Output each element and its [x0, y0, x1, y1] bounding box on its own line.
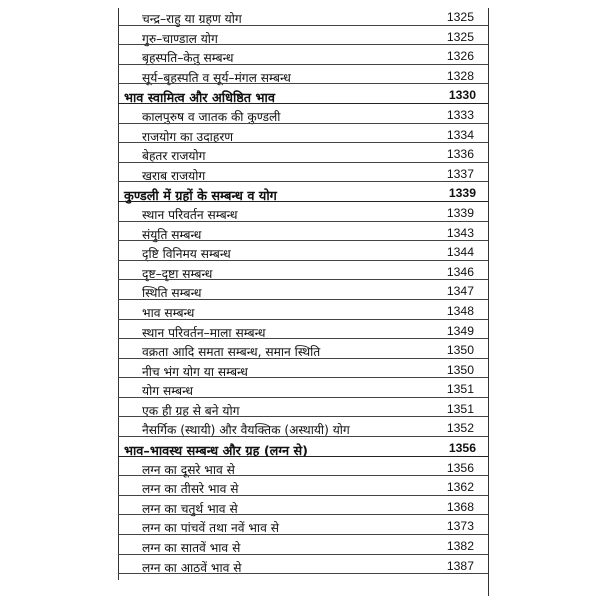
toc-entry-title: कालपुरुष व जातक की कुण्डली: [142, 109, 281, 124]
toc-entry-page: 1362: [446, 480, 474, 495]
toc-entry-title: नैसर्गिक (स्थायी) और वैयक्तिक (अस्थायी) योग: [142, 423, 350, 438]
toc-entry-page: 1349: [446, 323, 474, 338]
toc-entry-page: 1351: [446, 401, 474, 416]
toc-entry-title: स्थिति सम्बन्ध: [142, 286, 202, 301]
toc-entry-title: लग्न का सातवें भाव से: [142, 541, 241, 556]
toc-entry: [118, 555, 488, 575]
toc-entry-title: गुरु–चाण्डाल योग: [142, 31, 218, 46]
toc-entry: [118, 359, 488, 379]
toc-chapter-page: 1330: [448, 88, 476, 103]
toc-entry: [118, 280, 488, 300]
toc-entry-title: लग्न का तीसरे भाव से: [142, 482, 239, 497]
toc-entry-page: 1343: [446, 225, 474, 240]
toc-entry-page: 1325: [446, 29, 474, 44]
toc-chapter: [118, 182, 488, 205]
page-column-divider: [488, 8, 489, 596]
toc-entry: [118, 6, 488, 26]
toc-entry-page: 1356: [446, 460, 474, 475]
toc-entry: [118, 339, 488, 359]
toc-entry: [118, 417, 488, 437]
toc-chapter-page: 1356: [448, 441, 476, 456]
toc-entry: [118, 261, 488, 281]
toc-entry: [118, 457, 488, 477]
toc-entry-page: 1328: [446, 68, 474, 83]
toc-entry: [118, 104, 488, 124]
toc-entry-title: खराब राजयोग: [142, 168, 206, 183]
row-divider: [118, 573, 488, 574]
toc-entry: [118, 45, 488, 65]
toc-entry-title: स्थान परिवर्तन सम्बन्ध: [142, 207, 238, 222]
toc-entry: [118, 65, 488, 85]
toc-entry-page: 1326: [446, 49, 474, 64]
toc-chapter-title: भाव–भावस्थ सम्बन्ध और ग्रह (लग्न से): [124, 444, 309, 460]
toc-entry: [118, 476, 488, 496]
toc-entry: [118, 143, 488, 163]
toc-entry-page: 1333: [446, 107, 474, 122]
toc-chapter-title: भाव स्वामित्व और अधिष्ठित भाव: [124, 91, 275, 107]
toc-entry-page: 1337: [446, 166, 474, 181]
toc-entry-page: 1344: [446, 245, 474, 260]
toc-entry-title: योग सम्बन्ध: [142, 384, 193, 399]
toc-entry-page: 1387: [446, 558, 474, 573]
toc-entry-title: दृष्ट–दृष्टा सम्बन्ध: [142, 266, 213, 281]
toc-entry: [118, 320, 488, 340]
toc-entry-title: बेहतर राजयोग: [142, 149, 206, 164]
toc-entry-page: 1336: [446, 147, 474, 162]
toc-entry: [118, 222, 488, 242]
toc-entry-title: लग्न का दूसरे भाव से: [142, 462, 235, 477]
toc-entry: [118, 398, 488, 418]
toc-entry-page: 1352: [446, 421, 474, 436]
toc-entry: [118, 300, 488, 320]
toc-entry-title: राजयोग का उदाहरण: [142, 129, 234, 144]
toc-entry-title: स्थान परिवर्तन–माला सम्बन्ध: [142, 325, 266, 340]
toc-entry: [118, 26, 488, 46]
toc-entry-page: 1346: [446, 264, 474, 279]
toc-entry: [118, 202, 488, 222]
toc-entry: [118, 496, 488, 516]
toc-entry-page: 1339: [446, 205, 474, 220]
toc-chapter: [118, 437, 488, 460]
toc-entry-page: 1334: [446, 127, 474, 142]
toc-entry-title: वक्रता आदि समता सम्बन्ध, समान स्थिति: [142, 345, 321, 360]
toc-entry-page: 1382: [446, 539, 474, 554]
toc-entry-page: 1373: [446, 519, 474, 534]
toc-entry-title: एक ही ग्रह से बने योग: [142, 403, 240, 418]
toc-entry-title: लग्न का आठवें भाव से: [142, 560, 242, 575]
toc-entry-page: 1347: [446, 284, 474, 299]
toc-chapter: [118, 84, 488, 107]
toc-entry: [118, 241, 488, 261]
toc-chapter-page: 1339: [448, 186, 476, 201]
toc-entry-page: 1348: [446, 303, 474, 318]
toc-entry-title: भाव सम्बन्ध: [142, 305, 195, 320]
toc-entry: [118, 124, 488, 144]
toc-entry-page: 1325: [446, 10, 474, 24]
toc-entry: [118, 515, 488, 535]
toc-entry-title: लग्न का चतुर्थ भाव से: [142, 501, 238, 516]
toc-entry-page: 1350: [446, 362, 474, 377]
toc-entry-title: बृहस्पति–केतु सम्बन्ध: [142, 51, 234, 66]
toc-entry: [118, 163, 488, 183]
toc-entry: [118, 378, 488, 398]
toc-entry-page: 1350: [446, 343, 474, 358]
toc-entry-title: दृष्टि विनिमय सम्बन्ध: [142, 247, 231, 262]
toc-entry: [118, 535, 488, 555]
toc-entry-title: नीच भंग योग या सम्बन्ध: [142, 364, 248, 379]
toc-entry-page: 1351: [446, 382, 474, 397]
toc-entry-title: लग्न का पांचवें तथा नवें भाव से: [142, 521, 279, 536]
toc-entry-title: संयुति सम्बन्ध: [142, 227, 202, 242]
toc-entry-title: चन्द्र–राहु या ग्रहण योग: [142, 12, 242, 26]
table-of-contents: [118, 6, 488, 574]
toc-entry-page: 1368: [446, 499, 474, 514]
toc-entry-title: सूर्य–बृहस्पति व सूर्य–मंगल सम्बन्ध: [142, 70, 291, 85]
toc-chapter-title: कुण्डली में ग्रहों के सम्बन्ध व योग: [124, 189, 277, 205]
